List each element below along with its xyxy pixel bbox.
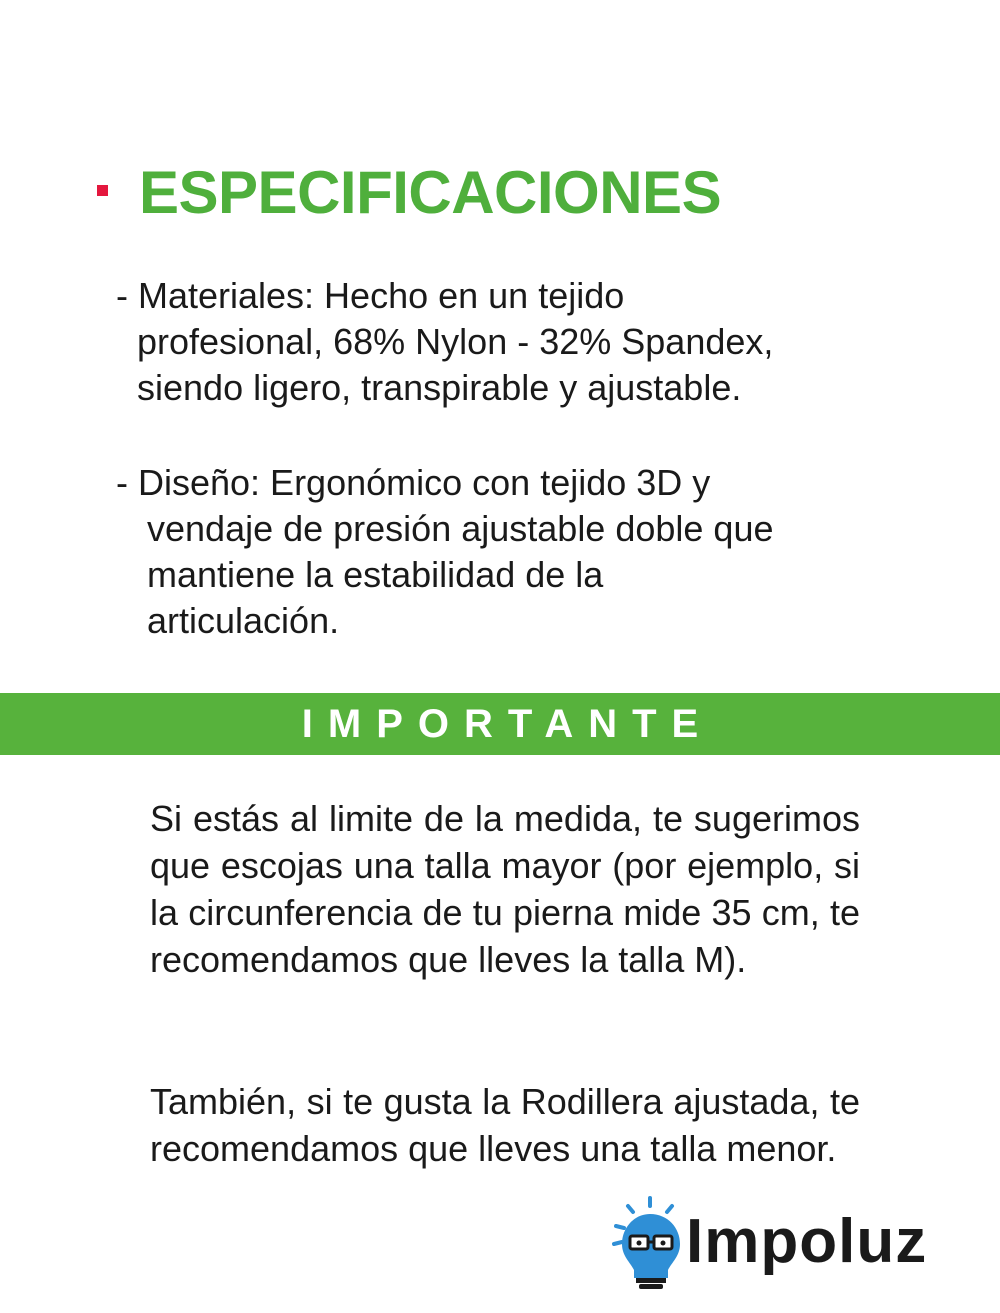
bullet-square-icon xyxy=(97,185,108,196)
spec-materials xyxy=(116,273,773,411)
spec-materials-line: profesional, 68% Nylon - 32% Spandex, xyxy=(137,321,774,362)
important-banner xyxy=(0,693,1000,755)
banner-label: IMPORTANTE xyxy=(301,701,714,746)
brand-name: Impoluz xyxy=(686,1207,928,1276)
spec-design-line: mantiene la estabilidad de la xyxy=(147,554,604,595)
section-title: ESPECIFICACIONES xyxy=(139,159,722,226)
brand-logo xyxy=(610,1192,940,1292)
size-note: Si estás al limite de la medida, te sugerimos que escojas una talla mayor (por ejemplo, si la circunferencia de tu pierna mide 35 cm, te recomendamos que lleves la talla M). xyxy=(150,798,860,980)
spec-design xyxy=(116,460,773,644)
spec-materials-line: siendo ligero, transpirable y ajustable. xyxy=(137,367,742,408)
spec-design-line: - Diseño: Ergonómico con tejido 3D y xyxy=(116,462,711,503)
spec-design-line: articulación. xyxy=(147,600,340,641)
spec-design-line: vendaje de presión ajustable doble que xyxy=(147,508,774,549)
fit-note: También, si te gusta la Rodillera ajustada, te recomendamos que lleves una talla menor. xyxy=(150,1081,860,1169)
spec-materials-line: - Materiales: Hecho en un tejido xyxy=(116,275,625,316)
